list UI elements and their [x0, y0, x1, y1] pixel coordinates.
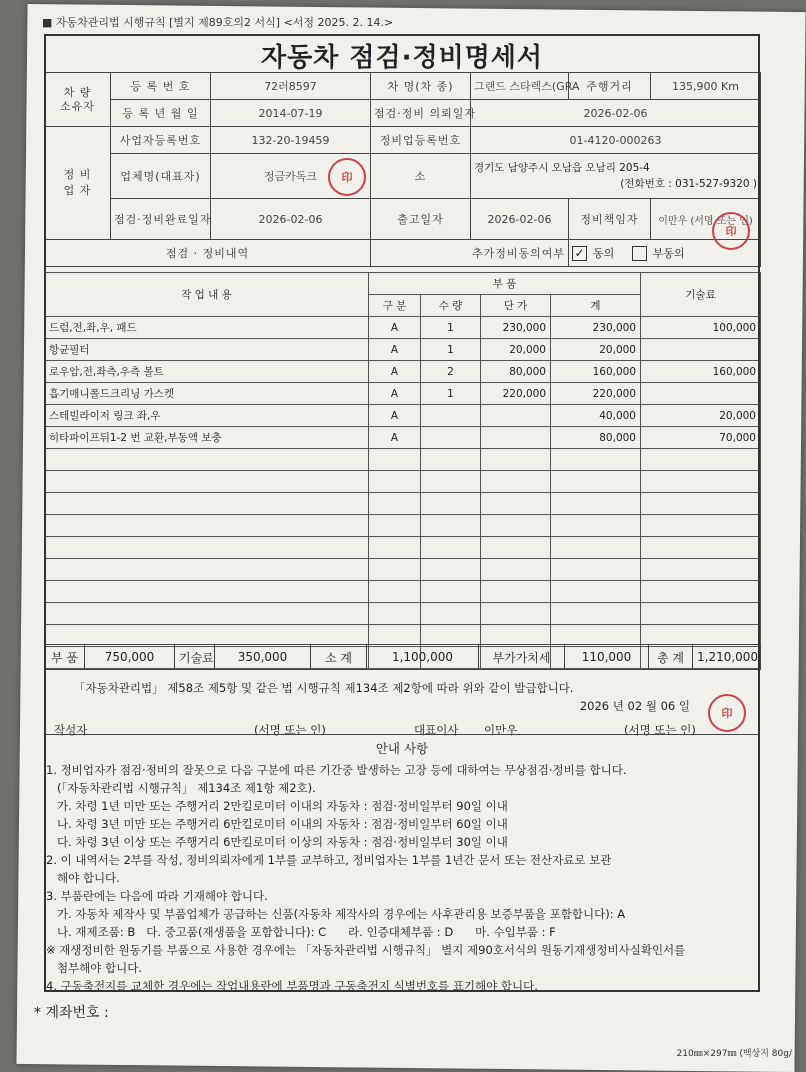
item-qty [421, 427, 481, 449]
item-unit [481, 537, 551, 559]
shop-section-label: 정 비 업 자 [45, 127, 111, 240]
item-total: 160,000 [551, 361, 641, 383]
notice-line: 1. 정비업자가 점검·정비의 잘못으로 다음 구분에 따른 기간중 발생하는 고장 등에 대하여는 무상점검·정비를 합니다. [46, 763, 627, 777]
manager-value: 이만우 (서명 또는 인) [658, 215, 753, 227]
reg-no-label: 등 록 번 호 [111, 73, 211, 100]
item-unit: 20,000 [481, 339, 551, 361]
item-labor: 70,000 [641, 427, 761, 449]
item-unit [481, 493, 551, 515]
sum-parts-label: 부 품 [45, 645, 85, 670]
item-work: 항균필터 [45, 339, 369, 361]
item-qty [421, 449, 481, 471]
items-table [44, 272, 761, 669]
item-total [551, 471, 641, 493]
title-text: 자동차 점검·정비명세서 [260, 42, 544, 73]
item-total [551, 449, 641, 471]
col-unit: 단 가 [481, 295, 551, 317]
phone-value: (전화번호 : 031-527-9320 ) [620, 178, 757, 190]
item-row [45, 559, 761, 581]
item-unit [481, 449, 551, 471]
consent-label: 추가정비동의여부 [371, 240, 569, 267]
item-labor [641, 471, 761, 493]
sum-subtotal-value: 1,100,000 [367, 645, 479, 670]
notice-line: 가. 자동차 제작사 및 부품업체가 공급하는 신품(자동차 제작사의 경우에는 사후관리용 보증부품을 포함합니다): A [46, 907, 626, 921]
account-label: * 계좌번호 : [34, 1005, 109, 1021]
item-row [45, 405, 761, 427]
manager-label: 정비책임자 [569, 199, 651, 240]
item-work [45, 493, 369, 515]
reg-no-value: 72러8597 [211, 73, 371, 100]
item-type [369, 493, 421, 515]
notice-line: 해야 합니다. [46, 871, 120, 885]
item-total: 40,000 [551, 405, 641, 427]
biz-no-label: 사업자등록번호 [111, 127, 211, 154]
item-work [45, 559, 369, 581]
summary-table [44, 644, 761, 670]
item-work: 히타파이프뒤1-2 번 교환,부동액 보충 [45, 427, 369, 449]
rep-seal-icon: 印 [708, 694, 746, 732]
model-label: 차 명(차 종) [371, 73, 471, 100]
item-total [551, 537, 641, 559]
item-work: 드럼,전,좌,우, 패드 [45, 317, 369, 339]
sum-labor-value: 350,000 [215, 645, 311, 670]
notice-line: 2. 이 내역서는 2부를 작성, 정비의뢰자에게 1부를 교부하고, 정비업자는 1부를 1년간 문서 또는 전산자료로 보관 [46, 853, 612, 867]
mileage-label: 주행거리 [569, 73, 651, 100]
notice-block [44, 734, 760, 995]
item-qty [421, 493, 481, 515]
item-labor [641, 383, 761, 405]
item-type [369, 449, 421, 471]
item-unit [481, 515, 551, 537]
shop-reg-value: 01-4120-000263 [471, 127, 761, 154]
shop-name-label: 업체명(대표자) [111, 154, 211, 199]
item-labor: 100,000 [641, 317, 761, 339]
item-labor [641, 449, 761, 471]
consent-yes-checkbox[interactable]: ✓ [572, 246, 587, 261]
item-work: 흡기매니폴드크리닝 가스켓 [45, 383, 369, 405]
col-parts: 부 품 [369, 273, 641, 295]
notice-title: 안내 사항 [375, 741, 429, 756]
item-unit: 220,000 [481, 383, 551, 405]
item-type: A [369, 361, 421, 383]
item-total: 230,000 [551, 317, 641, 339]
item-qty: 2 [421, 361, 481, 383]
sum-labor-label: 기술료 [175, 645, 215, 670]
biz-no-value: 132-20-19459 [211, 127, 371, 154]
item-type [369, 471, 421, 493]
item-row [45, 449, 761, 471]
statement-text: 「자동차관리법」 제58조 제5항 및 같은 법 시행규칙 제134조 제2항에 따라 위와 같이 발급합니다. [74, 681, 574, 695]
item-qty: 1 [421, 317, 481, 339]
item-total: 220,000 [551, 383, 641, 405]
item-row [45, 603, 761, 625]
item-type [369, 515, 421, 537]
shop-reg-label: 정비업등록번호 [371, 127, 471, 154]
item-unit [481, 471, 551, 493]
item-row [45, 317, 761, 339]
sum-subtotal-label: 소 계 [311, 645, 367, 670]
address-label: 소 [371, 154, 471, 199]
mileage-value: 135,900 Km [651, 73, 761, 100]
notice-line: 3. 부품란에는 다음에 따라 기재해야 합니다. [46, 889, 268, 903]
item-labor [641, 537, 761, 559]
item-labor [641, 339, 761, 361]
complete-date-label: 점검·정비완료일자 [111, 199, 211, 240]
item-labor [641, 515, 761, 537]
item-work [45, 537, 369, 559]
item-labor [641, 493, 761, 515]
reg-date-value: 2014-07-19 [211, 100, 371, 127]
manager-seal-icon: 印 [712, 212, 750, 250]
item-row [45, 581, 761, 603]
col-total: 계 [551, 295, 641, 317]
item-qty [421, 515, 481, 537]
item-qty [421, 603, 481, 625]
item-type [369, 581, 421, 603]
request-date-label: 점검·정비 의뢰일자 [371, 100, 471, 127]
item-total [551, 581, 641, 603]
item-type: A [369, 317, 421, 339]
release-date-label: 출고일자 [371, 199, 471, 240]
item-unit: 230,000 [481, 317, 551, 339]
item-total: 80,000 [551, 427, 641, 449]
document-title [44, 34, 760, 74]
item-unit [481, 559, 551, 581]
item-unit [481, 581, 551, 603]
writer-sign: (서명 또는 인) [254, 723, 326, 737]
item-qty [421, 581, 481, 603]
sum-total-label: 총 계 [649, 645, 693, 670]
complete-date-value: 2026-02-06 [211, 199, 371, 240]
item-type: A [369, 339, 421, 361]
item-row [45, 361, 761, 383]
item-row [45, 537, 761, 559]
item-qty [421, 559, 481, 581]
statement-block [44, 680, 760, 738]
notice-line: 가. 차령 1년 미만 또는 주행거리 2만킬로미터 이내의 자동차 : 점검·정비일부터 90일 이내 [46, 799, 508, 813]
request-date-value: 2026-02-06 [471, 100, 761, 127]
item-work [45, 515, 369, 537]
item-labor: 20,000 [641, 405, 761, 427]
item-unit [481, 603, 551, 625]
shop-name-value: 정금카독크 [263, 170, 318, 183]
notice-line: (「자동차관리법 시행규칙」 제134조 제1항 제2호). [46, 781, 316, 795]
item-unit [481, 405, 551, 427]
item-type: A [369, 383, 421, 405]
notice-line: 나. 차령 3년 미만 또는 주행거리 6만킬로미터 이내의 자동차 : 점검·정비일부터 60일 이내 [46, 817, 508, 831]
item-work [45, 603, 369, 625]
address-cell [471, 154, 761, 199]
owner-section-label: 차 량 소유자 [45, 73, 111, 127]
item-work [45, 449, 369, 471]
issue-date: 2026 년 02 월 06 일 [579, 699, 690, 713]
sum-vat-label: 부가가치세 [479, 645, 565, 670]
item-qty: 1 [421, 339, 481, 361]
notice-line: 나. 재제조품: B 다. 중고품(재생품을 포함합니다): C 라. 인증대체부품 : D 마. 수입부품 : F [46, 925, 556, 939]
item-row [45, 339, 761, 361]
reg-date-label: 등 록 년 월 일 [111, 100, 211, 127]
item-qty [421, 405, 481, 427]
item-total [551, 559, 641, 581]
item-total: 20,000 [551, 339, 641, 361]
item-row [45, 515, 761, 537]
sum-vat-value: 110,000 [565, 645, 649, 670]
col-type: 구 분 [369, 295, 421, 317]
col-qty: 수 량 [421, 295, 481, 317]
notice-line: 다. 차령 3년 이상 또는 주행거리 6만킬로미터 이상의 자동차 : 점검·정비일부터 30일 이내 [46, 835, 508, 849]
item-total [551, 493, 641, 515]
rep-label: 대표이사 [414, 723, 459, 737]
notice-line: 첨부해야 합니다. [46, 961, 143, 975]
item-unit: 80,000 [481, 361, 551, 383]
paper-size: 210㎜×297㎜ (백상지 80g/ [676, 1049, 792, 1059]
shop-seal-icon: 印 [328, 158, 366, 196]
item-work: 로우암,전,좌측,우측 볼트 [45, 361, 369, 383]
sum-parts-value: 750,000 [85, 645, 175, 670]
item-work [45, 471, 369, 493]
col-work: 작 업 내 용 [45, 273, 369, 317]
item-type: A [369, 427, 421, 449]
details-label: 점검 · 정비내역 [45, 240, 371, 267]
writer-label: 작성자 [54, 723, 88, 737]
rep-name: 이만우 [484, 723, 518, 737]
notice-line: ※ 재생정비한 원동기를 부품으로 사용한 경우에는 「자동차관리법 시행규칙」 별지 제90호서식의 원동기재생정비사실확인서를 [46, 943, 686, 957]
item-labor: 160,000 [641, 361, 761, 383]
item-row [45, 471, 761, 493]
item-total [551, 515, 641, 537]
consent-no-label: 부동의 [652, 246, 685, 260]
item-labor [641, 581, 761, 603]
release-date-value: 2026-02-06 [471, 199, 569, 240]
item-qty [421, 471, 481, 493]
model-value: 그랜드 스타렉스(GRA [471, 73, 569, 100]
sum-total-value: 1,210,000 [693, 645, 761, 670]
item-labor [641, 559, 761, 581]
item-type [369, 603, 421, 625]
item-qty: 1 [421, 383, 481, 405]
item-unit [481, 427, 551, 449]
item-type [369, 559, 421, 581]
item-qty [421, 537, 481, 559]
notice-list [44, 761, 760, 995]
consent-yes-label: 동의 [593, 246, 615, 260]
item-work [45, 581, 369, 603]
col-labor: 기술료 [641, 273, 761, 317]
info-table [44, 72, 761, 267]
item-row [45, 493, 761, 515]
notice-line: 4. 구동축전지를 교체한 경우에는 작업내용란에 부품명과 구동축전지 식별번호를 표기해야 합니다. [46, 979, 538, 993]
item-total [551, 603, 641, 625]
rep-sign: (서명 또는 인) [624, 723, 696, 737]
item-type [369, 537, 421, 559]
item-row [45, 427, 761, 449]
consent-no-checkbox[interactable] [632, 246, 647, 261]
header-note: ■ 자동차관리법 시행규칙 [별지 제89호의2 서식] <서정 2025. 2. 14.> [42, 16, 394, 29]
item-labor [641, 603, 761, 625]
item-row [45, 383, 761, 405]
address-value: 경기도 남양주시 오남읍 오남리 205-4 [474, 162, 650, 174]
shop-name-cell [211, 154, 371, 199]
item-work: 스테빌라이저 링크 좌,우 [45, 405, 369, 427]
item-type: A [369, 405, 421, 427]
